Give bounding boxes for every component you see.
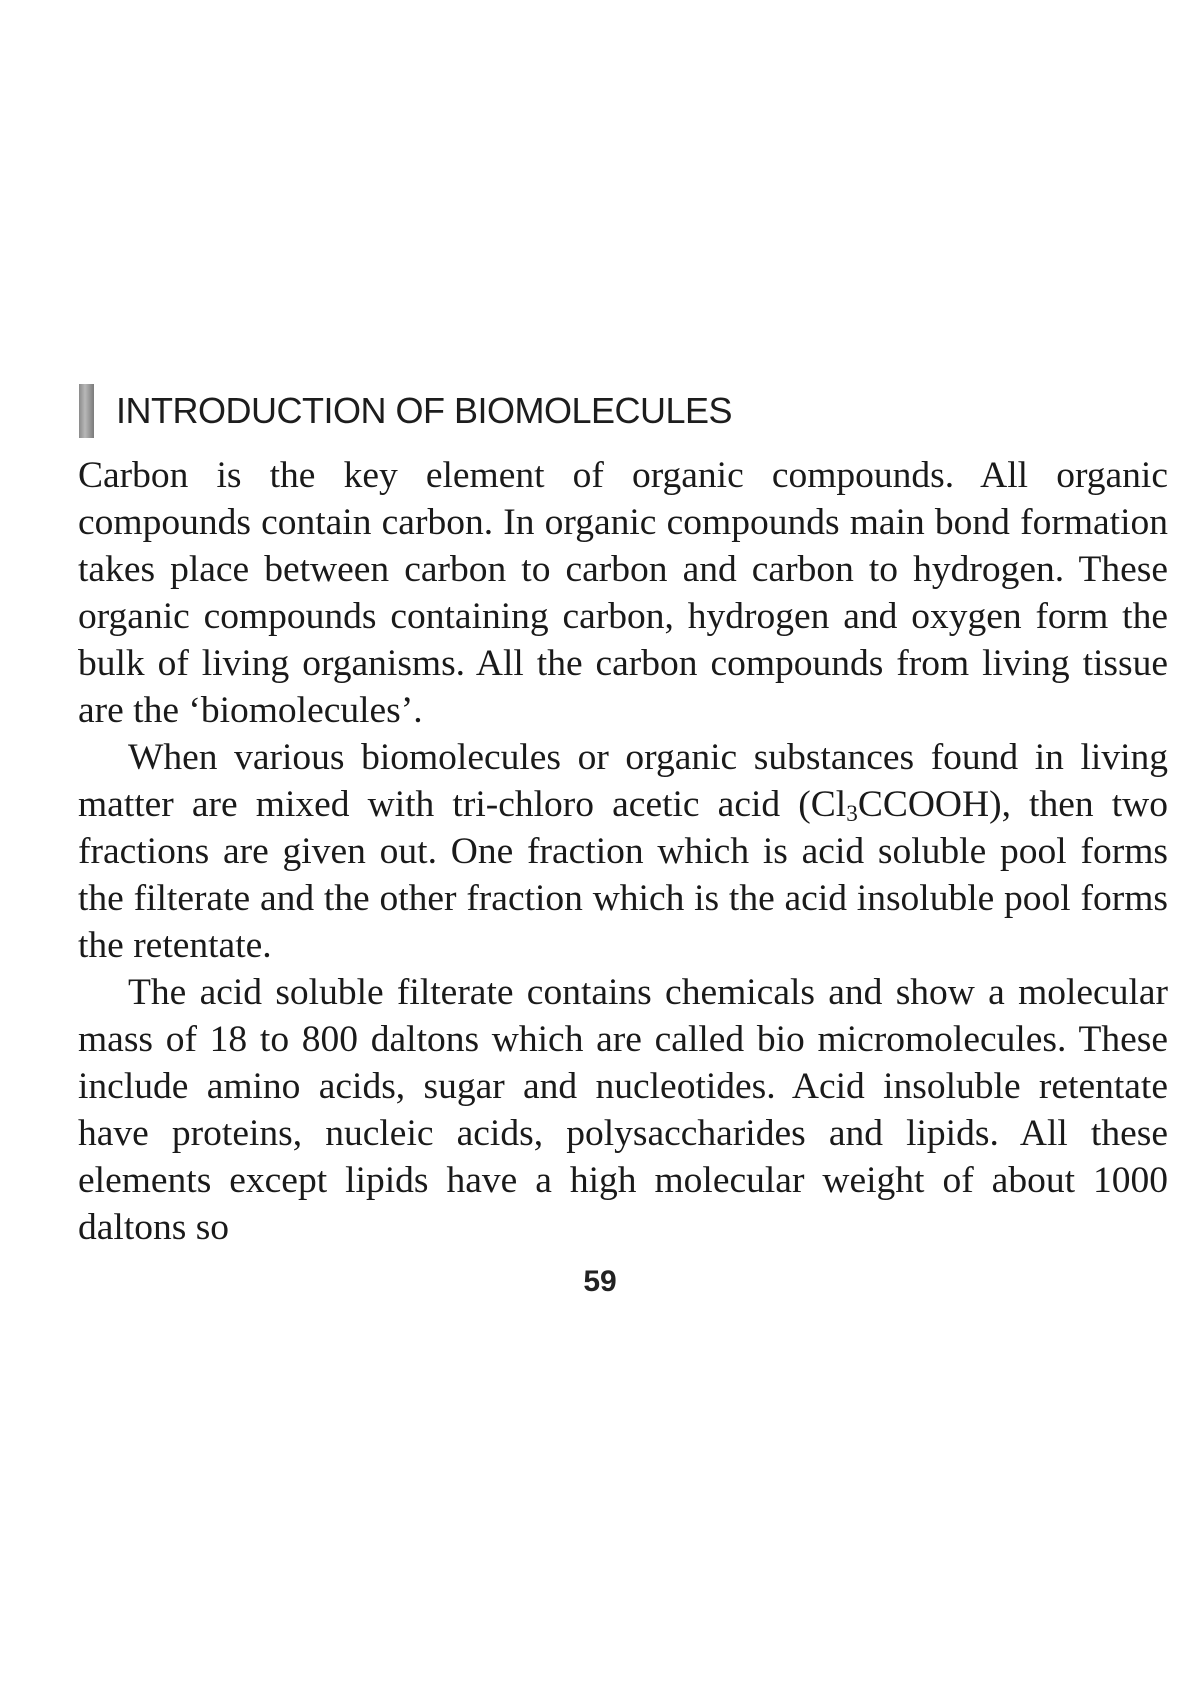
heading-bar-marker bbox=[79, 384, 94, 438]
body-text bbox=[78, 452, 1168, 1251]
page-number: 59 bbox=[583, 1265, 617, 1298]
paragraph-2-text-before: When various biomolecules or organic substances found in living matter are mixed with tri-chloro acetic acid (Cl bbox=[78, 737, 1168, 825]
section-title: INTRODUCTION OF BIOMOLECULES bbox=[116, 390, 733, 431]
paragraph-3: The acid soluble filterate contains chemicals and show a molecular mass of 18 to 800 daltons which are called bio micromolecules. These include amino acids, sugar and nucleotides. Acid insoluble retentate have proteins, nucleic acids, polysaccharides and lipids. All these elements except lipids have a high molecular weight of about 1000 daltons so bbox=[78, 972, 1168, 1248]
paragraph-2 bbox=[78, 734, 1168, 969]
paragraph-1: Carbon is the key element of organic compounds. All organic compounds contain carbon. In organic compounds main bond formation takes place between carbon to carbon and carbon to hydrogen. These organic compounds containing carbon, hydrogen and oxygen form the bulk of living organisms. All the carbon compounds from living tissue are the ‘biomolecules’. bbox=[78, 455, 1168, 731]
section-heading bbox=[79, 382, 732, 440]
paragraph-2-text-after: CCOOH), then two fractions are given out. One fraction which is acid soluble pool forms the filterate and the other fraction which is the acid insoluble pool forms the retentate. bbox=[78, 784, 1168, 966]
formula-subscript: 3 bbox=[846, 801, 858, 828]
